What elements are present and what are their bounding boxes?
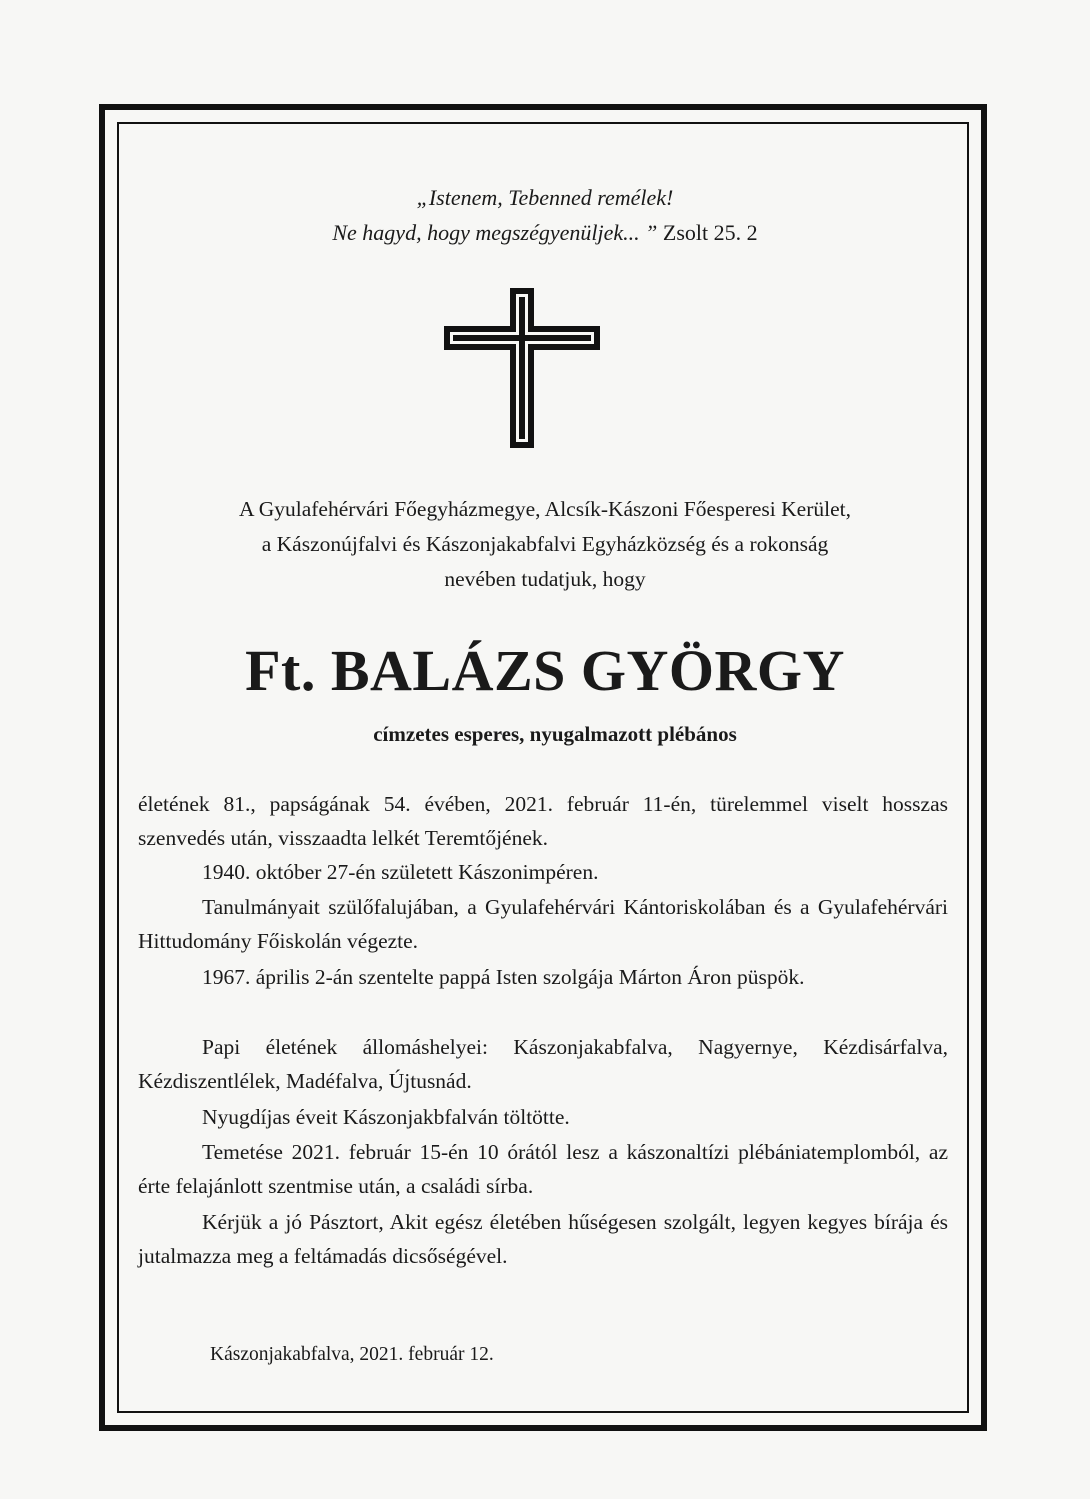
deceased-name: Ft. BALÁZS GYÖRGY <box>245 638 845 703</box>
paragraph-birth: 1940. október 27-én született Kászonimpéren. <box>202 860 599 884</box>
place-and-date: Kászonjakabfalva, 2021. február 12. <box>210 1344 494 1365</box>
intro-line-2: a Kászonújfalvi és Kászonjakabfalvi Egyházközség és a rokonság <box>261 532 829 556</box>
intro-line-1: A Gyulafehérvári Főegyházmegye, Alcsík-Kászoni Főesperesi Kerület, <box>239 497 851 521</box>
cross-icon <box>440 286 604 450</box>
intro-line-3: nevében tudatjuk, hogy <box>444 567 646 591</box>
deceased-title: címzetes esperes, nyugalmazott plébános <box>373 722 737 746</box>
paragraph-funeral: Temetése 2021. február 15-én 10 órától lesz a kászonaltízi plébániatemplomból, az érte felajánlott szentmise után, a családi sírba. <box>138 1140 948 1199</box>
paragraph-ordination: 1967. április 2-án szentelte pappá Isten szolgája Márton Áron püspök. <box>202 965 805 989</box>
motto-line-1 <box>200 180 890 216</box>
paragraph-retirement: Nyugdíjas éveit Kászonjakbfalván töltötte. <box>202 1105 570 1129</box>
motto-reference: Zsolt 25. 2 <box>657 220 758 245</box>
motto-quote-2: Ne hagyd, hogy megszégyenüljek... ” <box>332 220 658 245</box>
paragraph-death: életének 81., papságának 54. évében, 2021. február 11-én, türelemmel viselt hosszas szenvedés után, visszaadta lelkét Teremtőjének. <box>138 792 948 851</box>
paragraph-posts: Papi életének állomáshelyei: Kászonjakabfalva, Nagyernye, Kézdisárfalva, Kézdiszentlélek, Madéfalva, Újtusnád. <box>138 1035 948 1094</box>
motto-quote-1: „Istenem, Tebenned remélek! <box>416 185 674 210</box>
motto-line-2 <box>200 215 890 251</box>
paragraph-prayer: Kérjük a jó Pásztort, Akit egész életében hűségesen szolgált, legyen kegyes bírája és jutalmazza meg a feltámadás dicsőségével. <box>138 1210 948 1269</box>
paragraph-studies: Tanulmányait szülőfalujában, a Gyulafehérvári Kántoriskolában és a Gyulafehérvári Hittudomány Főiskolán végezte. <box>138 895 948 954</box>
